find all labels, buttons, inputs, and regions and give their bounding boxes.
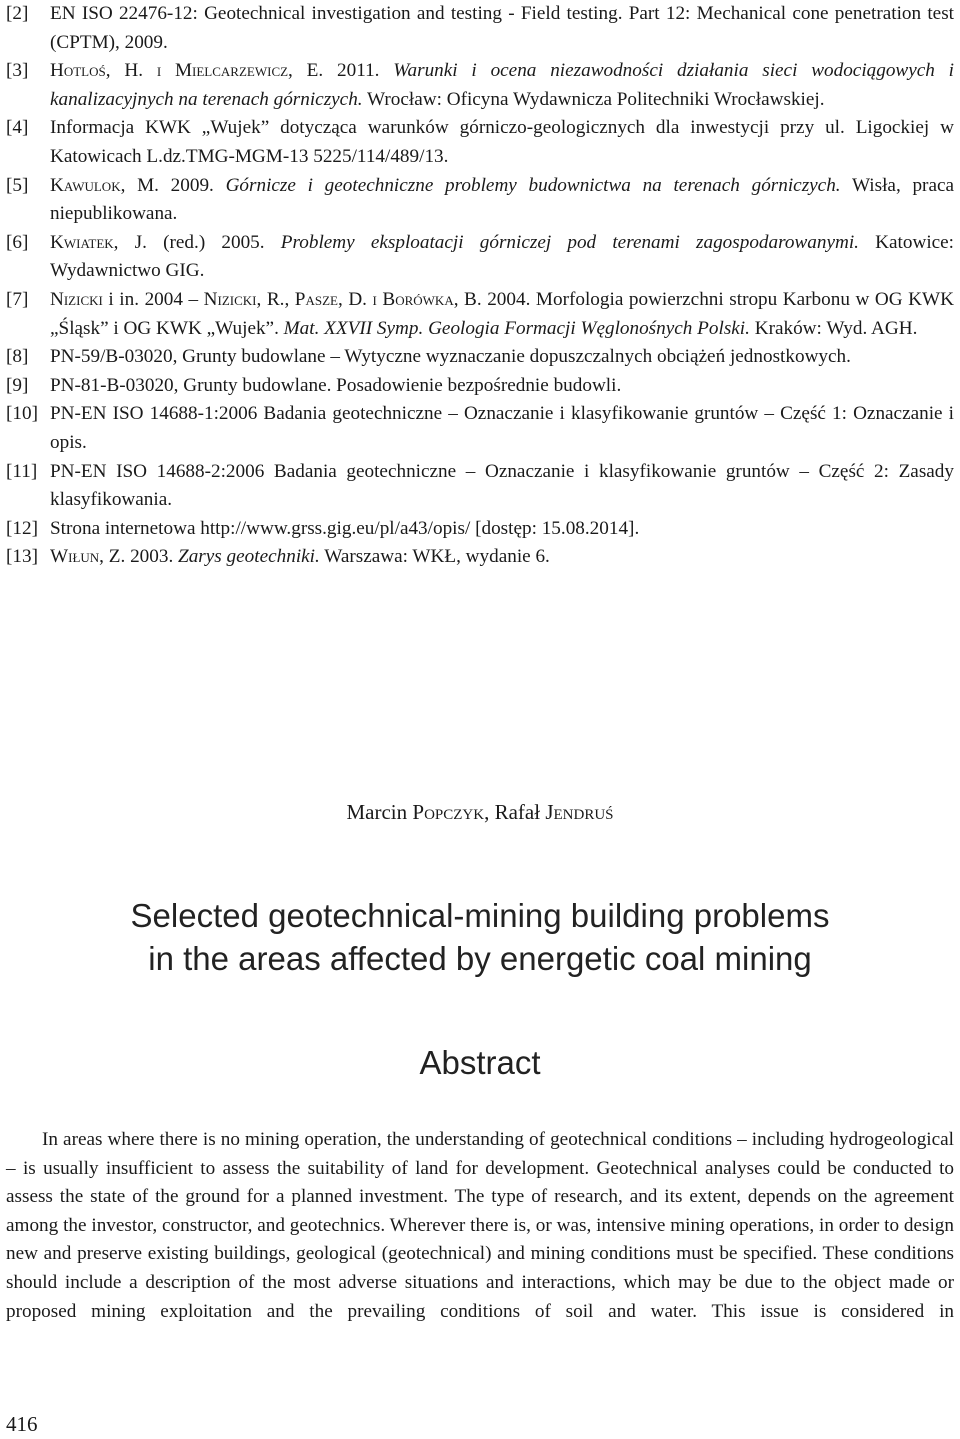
reference-text: Górnicze i geotechniczne problemy budownictwa na terenach górniczych.: [225, 174, 841, 196]
reference-text: Problemy eksploatacji górniczej pod terenami zagospodarowanymi.: [280, 231, 859, 253]
reference-number: [12]: [6, 517, 38, 539]
abstract-heading: Abstract: [419, 1044, 541, 1081]
reference-text: Kawulok, M.: [50, 174, 159, 196]
reference-text: Kwiatek, J.: [50, 231, 147, 253]
page-number: 416: [6, 1412, 38, 1436]
author-2-given: Rafał: [494, 800, 541, 824]
reference-number: [4]: [6, 117, 29, 139]
reference-number: [10]: [6, 403, 38, 425]
reference-item: [6, 458, 954, 515]
reference-text: Hotloś, H. i Mielcarzewicz, E.: [50, 60, 324, 82]
reference-number: [11]: [6, 460, 38, 482]
reference-item: [6, 286, 954, 343]
reference-text: Nizicki: [50, 288, 103, 310]
reference-item: [6, 114, 954, 171]
reference-number: [5]: [6, 174, 29, 196]
reference-text: 2004. Morfologia powierzchni stropu Karbonu w OG KWK „Śląsk” i OG KWK „Wujek”.: [50, 288, 954, 339]
reference-text: (red.) 2005.: [146, 231, 281, 253]
author-1-given: Marcin: [346, 800, 408, 824]
reference-text: Katowice: Wydawnictwo GIG.: [50, 231, 955, 282]
reference-item: [6, 400, 954, 457]
author-2-family: Jendruś: [545, 800, 614, 824]
reference-text: PN-EN ISO 14688-1:2006 Badania geotechniczne – Oznaczanie i klasyfikowanie gruntów – Część 1: Oznaczanie i opis.: [50, 403, 954, 453]
reference-text: EN ISO 22476-12: Geotechnical investigation and testing - Field testing. Part 12: Mechanical cone penetration test (CPTM), 2009.: [50, 3, 954, 53]
reference-text: Wiłun, Z.: [50, 546, 126, 568]
reference-item: [6, 229, 954, 286]
reference-text: Mat. XXVII Symp. Geologia Formacji Węglonośnych Polski.: [283, 317, 750, 339]
reference-item: [6, 372, 954, 401]
reference-item: [6, 57, 954, 114]
reference-text: Warszawa: WKŁ, wydanie 6.: [319, 546, 550, 568]
reference-text: 2011.: [323, 60, 394, 82]
reference-text: Kraków: Wyd. AGH.: [749, 317, 918, 339]
reference-item: [6, 543, 954, 572]
reference-list: [6, 0, 954, 572]
author-separator: ,: [484, 800, 495, 824]
reference-item: [6, 515, 954, 544]
reference-text: Strona internetowa http://www.grss.gig.eu/pl/a43/opis/ [dostęp: 15.08.2014].: [50, 517, 640, 539]
reference-number: [9]: [6, 374, 29, 396]
reference-number: [3]: [6, 60, 29, 82]
reference-text: 2009.: [158, 174, 226, 196]
reference-item: [6, 0, 954, 57]
reference-number: [7]: [6, 288, 29, 310]
reference-number: [13]: [6, 546, 38, 568]
reference-number: [8]: [6, 346, 29, 368]
reference-text: PN-59/B-03020, Grunty budowlane – Wytyczne wyznaczanie dopuszczalnych obciążeń jednostkowych.: [50, 346, 851, 368]
reference-number: [2]: [6, 3, 29, 24]
reference-text: PN-81-B-03020, Grunty budowlane. Posadowienie bezpośrednie budowli.: [50, 374, 622, 396]
reference-number: [6]: [6, 231, 29, 253]
reference-text: Zarys geotechniki.: [178, 546, 320, 568]
title-line-1: Selected geotechnical-mining building problems: [130, 897, 830, 934]
reference-text: Wrocław: Oficyna Wydawnicza Politechniki Wrocławskiej.: [362, 88, 825, 110]
authors: [0, 800, 960, 825]
reference-text: PN-EN ISO 14688-2:2006 Badania geotechniczne – Oznaczanie i klasyfikowanie gruntów – Część 2: Zasady klasyfikowania.: [50, 460, 954, 511]
author-1-family: Popczyk: [412, 800, 485, 824]
reference-text: Wisła, praca niepublikowana.: [50, 174, 954, 225]
title-line-2: in the areas affected by energetic coal mining: [148, 940, 812, 977]
reference-item: [6, 172, 954, 229]
reference-text: i in. 2004 –: [102, 288, 204, 310]
reference-text: 2003.: [125, 546, 179, 568]
article-title: [0, 894, 960, 980]
reference-text: Nizicki, R., Pasze, D. i Borówka, B.: [203, 288, 482, 310]
reference-text: Warunki i ocena niezawodności działania sieci wodociągowych i kanalizacyjnych na terenach górniczych.: [50, 60, 954, 110]
reference-item: [6, 343, 954, 372]
reference-text: Informacja KWK „Wujek” dotycząca warunków górniczo-geologicznych dla inwestycji przy ul. Ligockiej w Katowicach L.dz.TMG-MGM-13 5225/114/489/13.: [50, 117, 954, 167]
abstract-body: In areas where there is no mining operation, the understanding of geotechnical conditions – including hydrogeological – is usually insufficient to assess the suitability of land for development. Geotechnical analyses could be conducted to assess the state of the ground for a planned investment. The type of research, and its extent, depends on the agreement among the investor, constructor, and geotechnics. Wherever there is, or was, intensive mining operations, in order to design new and preserve existing buildings, geological (geotechnical) and mining conditions must be specified. These conditions should include a description of the most adverse situations and interactions, which may be due to the object made or proposed mining exploitation and the prevailing conditions of soil and water. This issue is considered in: [6, 1129, 954, 1322]
